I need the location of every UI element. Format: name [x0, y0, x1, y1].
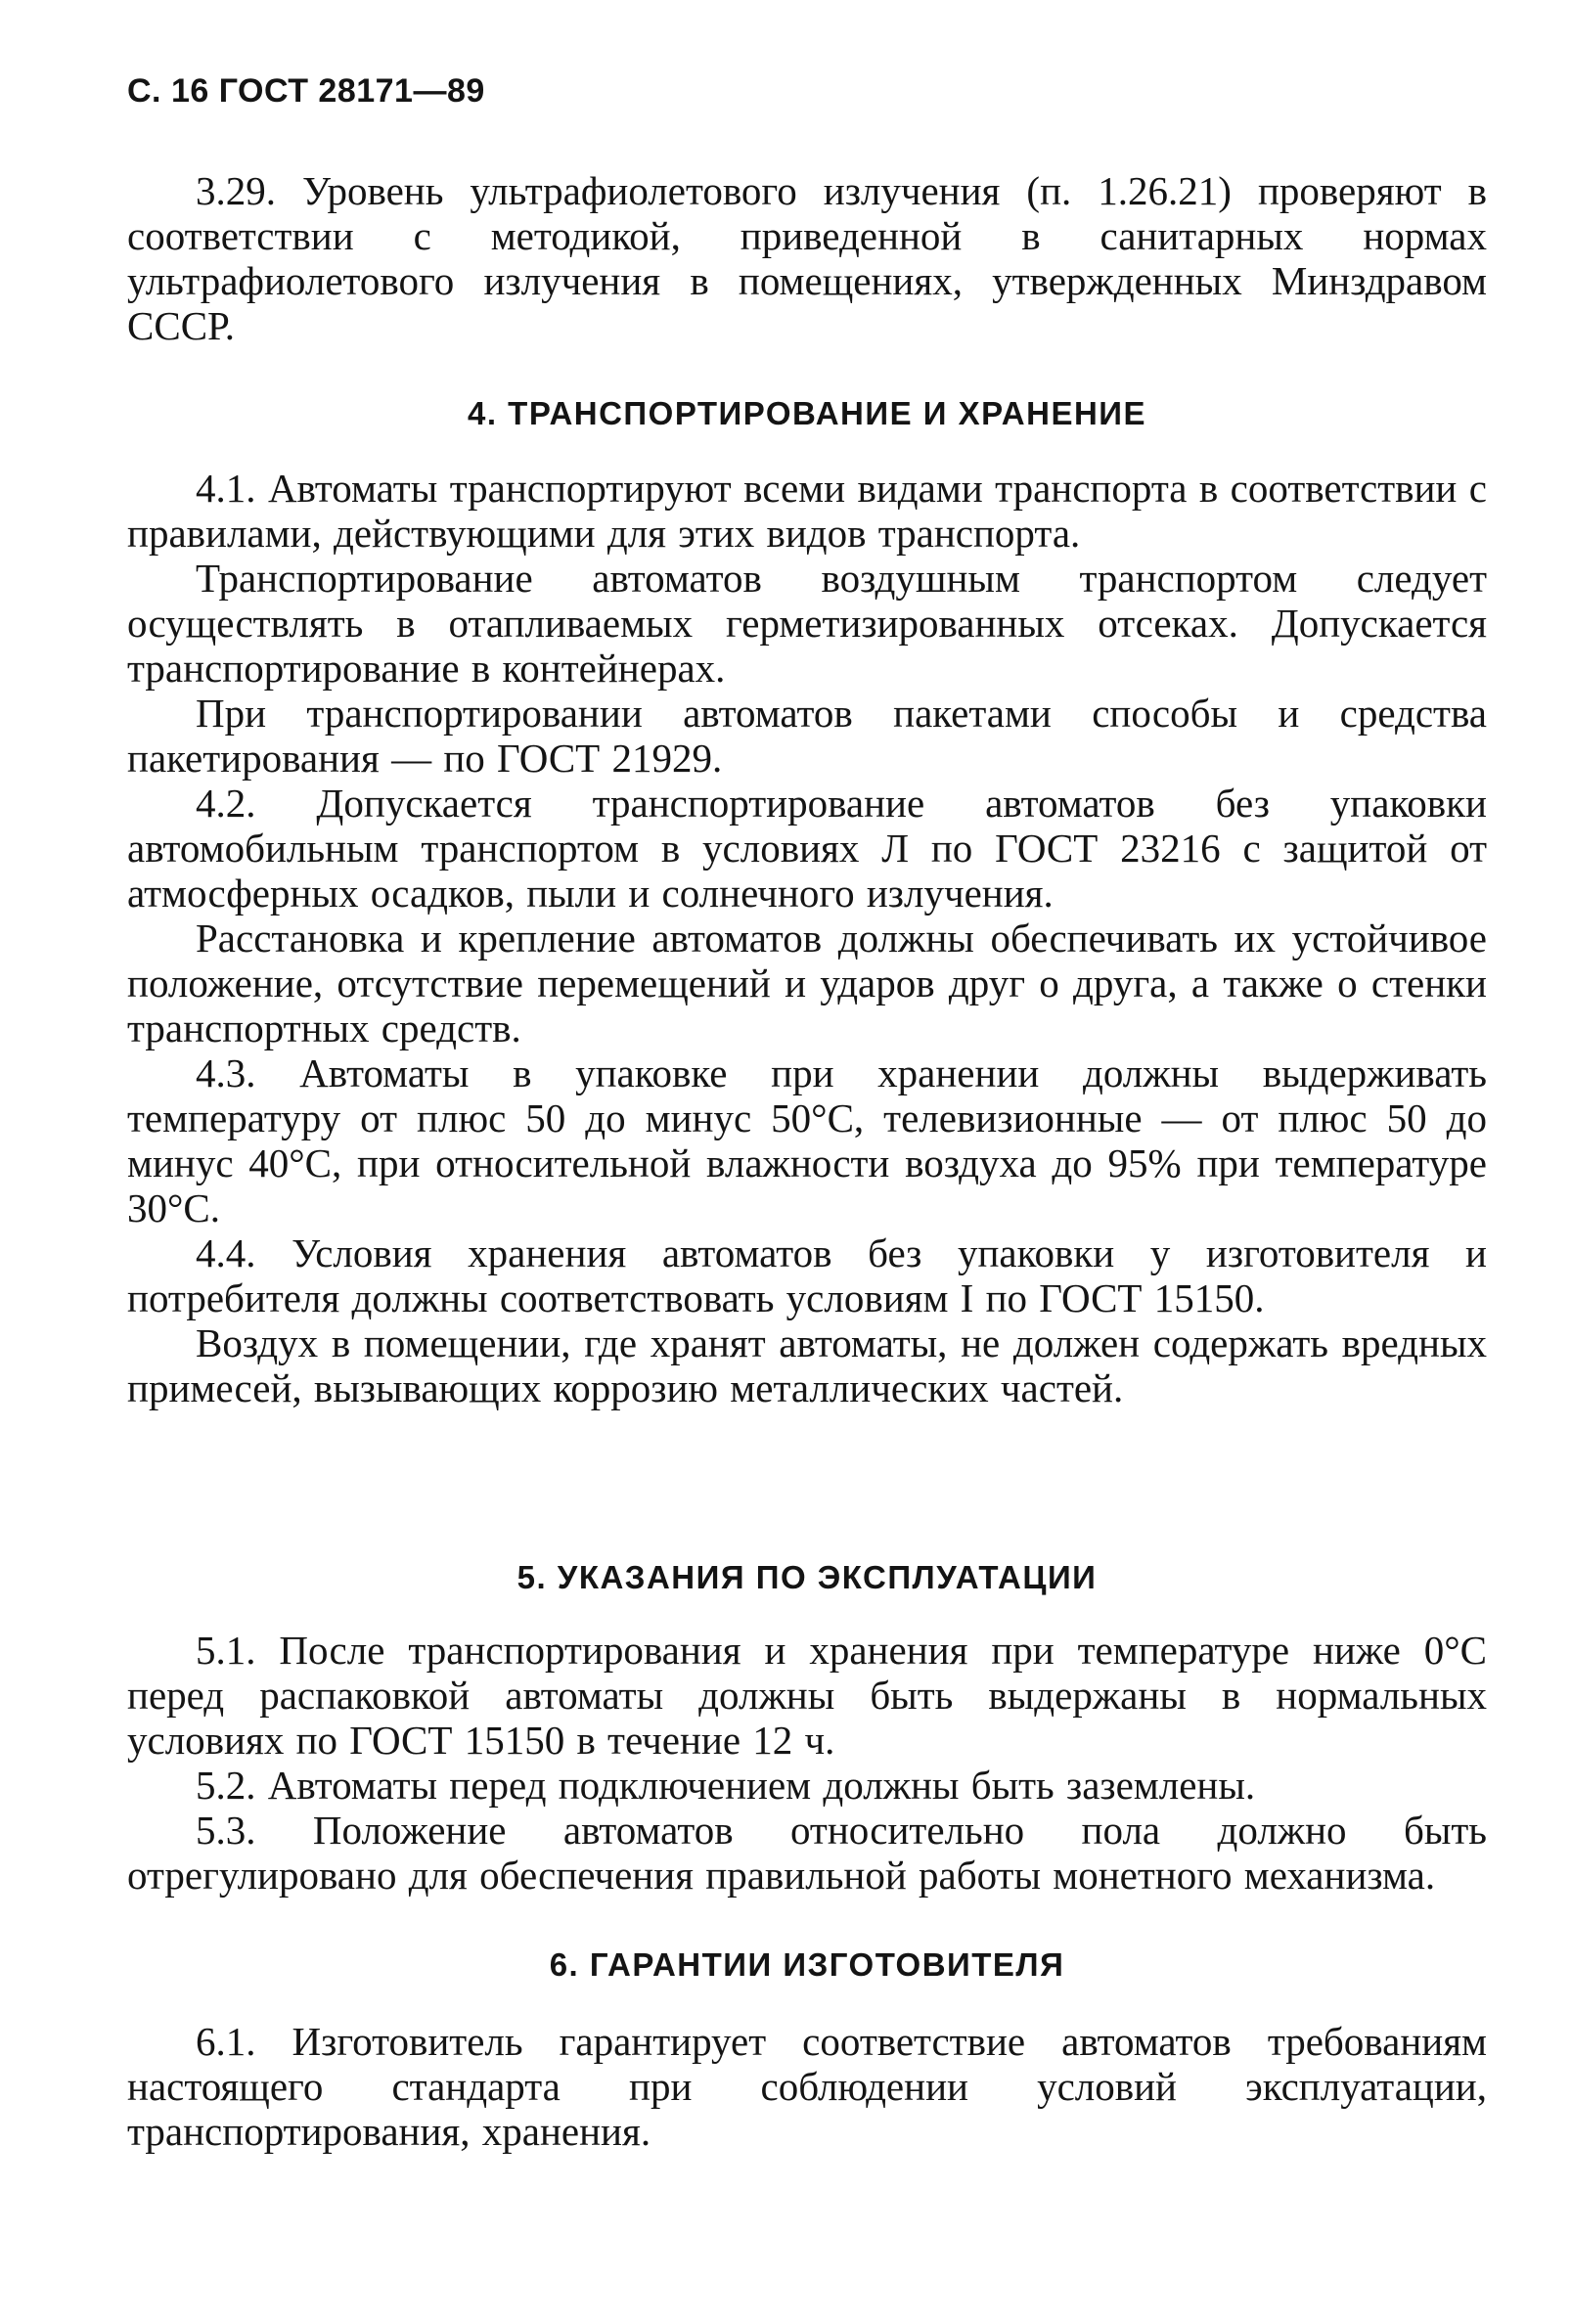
paragraph-5-3: 5.3. Положение автоматов относительно пола должно быть отрегулировано для обеспечения правильной работы монетного механизма.: [127, 1808, 1487, 1898]
paragraph-4-1-packets: При транспортировании автоматов пакетами способы и средства пакетирования — по ГОСТ 21929.: [127, 691, 1487, 781]
paragraph-4-1-air: Транспортирование автоматов воздушным транспортом следует осуществлять в отапливаемых герметизированных отсеках. Допускается транспортирование в контейнерах.: [127, 556, 1487, 691]
paragraph-5-1: 5.1. После транспортирования и хранения при температуре ниже 0°С перед распаковкой автоматы должны быть выдержаны в нормальных условиях по ГОСТ 15150 в течение 12 ч.: [127, 1628, 1487, 1763]
paragraph-4-4: 4.4. Условия хранения автоматов без упаковки у изготовителя и потребителя должны соответствовать условиям I по ГОСТ 15150.: [127, 1230, 1487, 1320]
paragraph-5-2: 5.2. Автоматы перед подключением должны быть заземлены.: [196, 1763, 1256, 1808]
paragraph-4-2-placement: Расстановка и крепление автоматов должны обеспечивать их устойчивое положение, отсутствие перемещений и ударов друг о друга, а также о стенки транспортных средств.: [127, 916, 1487, 1050]
paragraph-4-2: 4.2. Допускается транспортирование автоматов без упаковки автомобильным транспортом в условиях Л по ГОСТ 23216 с защитой от атмосферных осадков, пыли и солнечного излучения.: [127, 781, 1487, 916]
paragraph-6-1: 6.1. Изготовитель гарантирует соответствие автоматов требованиям настоящего стандарта при соблюдении условий эксплуатации, транспортирования, хранения.: [127, 2019, 1487, 2154]
paragraph-3-29: 3.29. Уровень ультрафиолетового излучения (п. 1.26.21) проверяют в соответствии с методикой, приведенной в санитарных нормах ультрафиолетового излучения в помещениях, утвержденных Минздравом СССР.: [127, 168, 1487, 348]
section-5-heading: 5. УКАЗАНИЯ ПО ЭКСПЛУАТАЦИИ: [516, 1559, 1098, 1595]
running-head: С. 16 ГОСТ 28171—89: [127, 72, 485, 110]
paragraph-4-4-air: Воздух в помещении, где хранят автоматы, не должен содержать вредных примесей, вызывающих коррозию металлических частей.: [127, 1320, 1487, 1410]
paragraph-4-1: 4.1. Автоматы транспортируют всеми видами транспорта в соответствии с правилами, действующими для этих видов транспорта.: [127, 466, 1487, 556]
section-4-heading: 4. ТРАНСПОРТИРОВАНИЕ И ХРАНЕНИЕ: [467, 395, 1147, 431]
section-3-text: [127, 168, 1487, 348]
section-6-text: [127, 2019, 1487, 2154]
section-6-heading: 6. ГАРАНТИИ ИЗГОТОВИТЕЛЯ: [549, 1946, 1065, 1983]
paragraph-4-3: 4.3. Автоматы в упаковке при хранении должны выдерживать температуру от плюс 50 до минус 50°С, телевизионные — от плюс 50 до минус 40°С, при относительной влажности воздуха до 95% при температуре 30°С.: [127, 1050, 1487, 1230]
section-5-text: [127, 1628, 1487, 1898]
section-4-text: [127, 466, 1487, 1410]
